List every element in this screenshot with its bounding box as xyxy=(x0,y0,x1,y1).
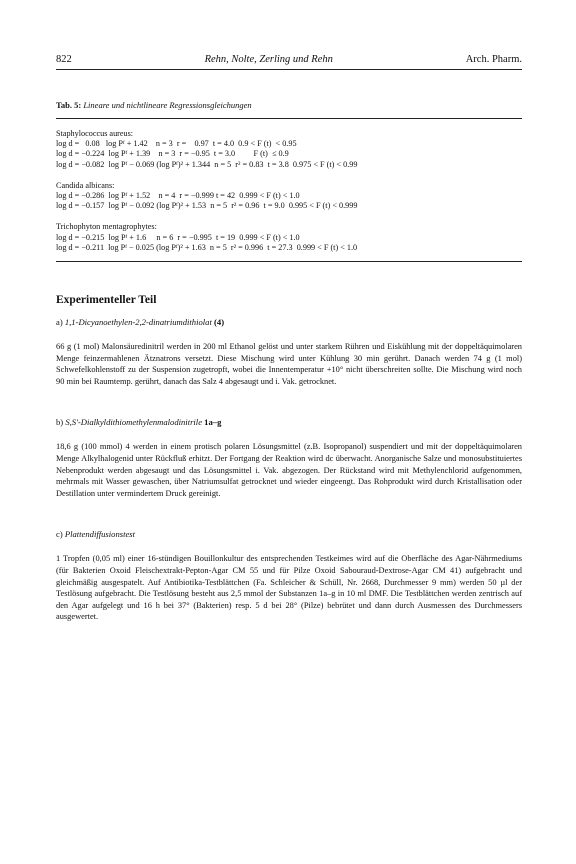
equation-row: log d = −0.157 log Pᶠ − 0.092 (log Pᶠ)² + 1.53 n = 5 r² = 0.96 t = 9.0 0.995 < F (t) < 0.999 xyxy=(56,201,358,211)
section-title: Experimenteller Teil xyxy=(56,294,157,307)
table-bottom-rule xyxy=(56,261,522,262)
equation-row: log d = −0.211 log Pᶠ − 0.025 (log Pᶠ)² + 1.63 n = 5 r² = 0.996 t = 27.3 0.999 < F (t) < 1.0 xyxy=(56,242,358,252)
table-label: Tab. 5: xyxy=(56,100,82,110)
table-top-rule xyxy=(56,118,522,119)
paragraph-b: 18,6 g (100 mmol) 4 werden in einem protisch polaren Lösungsmittel (z.B. Isopropanol) suspendiert und mit der doppeltäquimolaren Menge Alkylhalogenid unter Rückfluß erhitzt. Der Fortgang der Reaktion wird dc überwacht. Anorganische Salze und monosubstituiertes Nebenprodukt werden abgesaugt und das Lösungsmittel i. Vak. abgezogen. Der Rückstand wird mit Methylenchlorid aufgenommen, mehrmals mit Wasser gewaschen, über Natriumsulfat getrocknet und wieder eingeengt. Das Rohprodukt wird durch Kristallisation oder Destillation unter vermindertem Druck gereinigt. xyxy=(56,442,522,498)
equation-row: log d = −0.215 log Pᶠ + 1.6 n = 6 r = −0.995 t = 19 0.999 < F (t) < 1.0 xyxy=(56,232,300,242)
table-caption xyxy=(56,100,522,110)
group-title: Candida albicans: xyxy=(56,180,115,190)
table-group-candida xyxy=(56,181,522,212)
group-title: Trichophyton mentagrophytes: xyxy=(56,222,157,232)
subsection-prefix: a) xyxy=(56,317,63,328)
compound-ref: (4) xyxy=(214,317,225,328)
page xyxy=(56,54,522,623)
subsection-title: Plattendiffusionstest xyxy=(64,529,136,540)
subsection-prefix: c) xyxy=(56,529,63,540)
paragraph-a: 66 g (1 mol) Malonsäuredinitril werden in 200 ml Ethanol gelöst und unter starkem Rühren und Eiskühlung mit der doppeltäquimolaren Menge feinzermahlenen Ätznatrons versetzt. Diese Mischung wird unter Kühlung 30 min gerührt. Danach werden 74 g (1 mol) Schwefelkohlenstoff zu der Suspension zugetropft, wobei die Innentemperatur +10° nicht überschreiten sollte. Die Mischung wird noch 90 min bei Raumtemp. gerührt, danach das Salz 4 abgesaugt und i. Vak. getrocknet. xyxy=(56,342,522,386)
table-group-trichophyton xyxy=(56,222,522,253)
subsection-b-heading xyxy=(56,417,522,427)
equation-row: log d = −0.286 log Pᶠ + 1.52 n = 4 r = −0.999 t = 42 0.999 < F (t) < 1.0 xyxy=(56,191,300,201)
subsection-title: S,S'-Dialkyldithiomethylenmalodinitrile xyxy=(65,417,203,428)
subsection-a-heading xyxy=(56,317,522,327)
subsection-prefix: b) xyxy=(56,417,64,428)
equation-row: log d = −0.224 log Pᶠ + 1.39 n = 3 r = −0.95 t = 3.0 F (t) ≤ 0.9 xyxy=(56,149,289,159)
running-head-authors: Rehn, Nolte, Zerling und Rehn xyxy=(204,54,333,65)
subsection-title: 1,1-Dicyanoethylen-2,2-dinatriumdithiolat xyxy=(64,317,212,328)
equation-row: log d = −0.082 log Pᶠ − 0.069 (log Pᶠ)² + 1.344 n = 5 r² = 0.83 t = 3.8 0.975 < F (t) < 0.99 xyxy=(56,159,358,169)
equation-row: log d = 0.08 log Pᶠ + 1.42 n = 3 r = 0.97 t = 4.0 0.9 < F (t) < 0.95 xyxy=(56,139,297,149)
page-number: 822 xyxy=(56,54,72,65)
table-group-staphylococcus xyxy=(56,129,522,170)
journal-name: Arch. Pharm. xyxy=(465,54,522,65)
group-title: Staphylococcus aureus: xyxy=(56,129,134,138)
table-caption-text: Lineare und nichtlineare Regressionsgleichungen xyxy=(83,100,252,110)
compound-ref: 1a–g xyxy=(204,417,222,428)
running-head xyxy=(56,54,522,70)
subsection-c-heading xyxy=(56,529,522,539)
paragraph-c: 1 Tropfen (0,05 ml) einer 16-stündigen Bouillonkultur des entsprechenden Testkeimes wird auf die Oberfläche des Agar-Nährmediums (für Bakterien Oxoid Fleischextrakt-Pepton-Agar CM 55 und für Pilze Oxoid Sabouraud-Dextrose-Agar CM 41) aufgebracht und gleichmäßig ausgespatelt. Auf Antibiotika-Testblättchen (Fa. Schleicher & Schüll, Nr. 2668, Durchmesser 9 mm) werden 50 µl der Testlösung aufgebracht. Die Testlösung besteht aus 2,5 mmol der Substanzen 1a–g in 10 ml DMF. Die Testblättchen werden zentrisch auf den Agar aufgelegt und 16 h bei 37° (Bakterien) resp. 5 d bei 28° (Pilze) bebrütet und dann durch Ausmessen des Durchmessers ausgewertet. xyxy=(56,554,522,622)
